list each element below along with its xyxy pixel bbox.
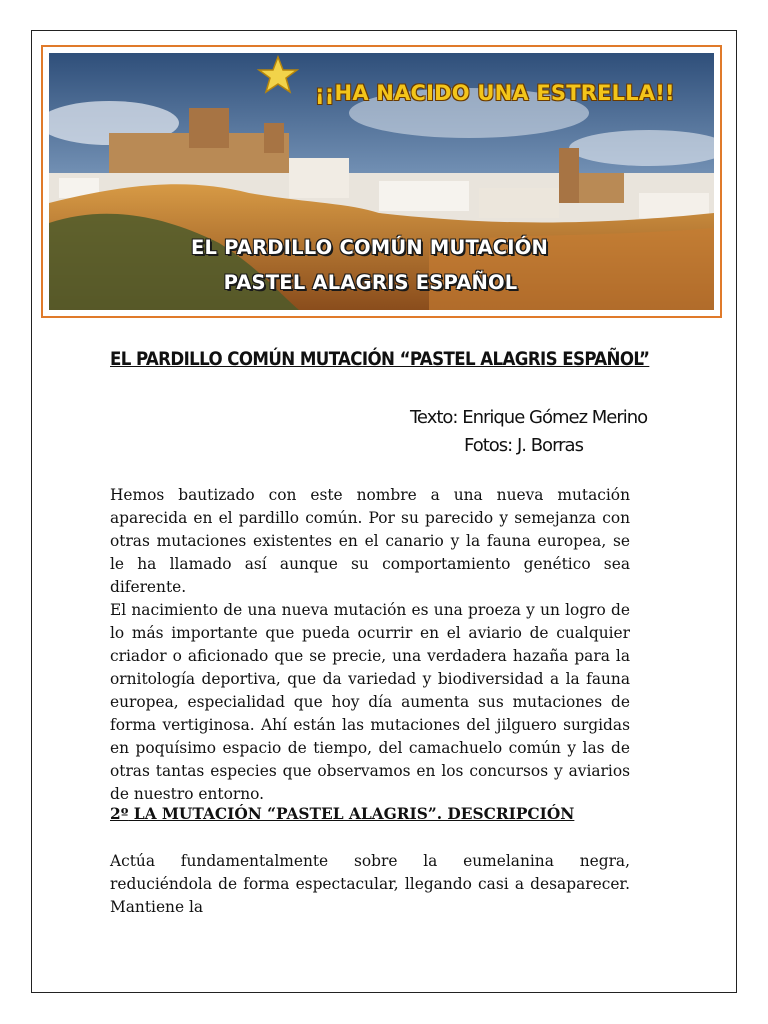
photo-credit: Fotos: J. Borras xyxy=(464,435,583,456)
banner-title-line1: EL PARDILLO COMÚN MUTACIÓN xyxy=(190,236,549,259)
section-number: 2º xyxy=(110,805,129,823)
author-credit: Texto: Enrique Gómez Merino xyxy=(410,407,648,428)
section-heading xyxy=(110,805,574,823)
paragraph-1: Hemos bautizado con este nombre a una nueva mutación aparecida en el pardillo común. Por su parecido y semejanza con otras mutaciones existentes en el canario y la fauna europea, se le ha llamado así aunque su comportamiento genético sea diferente. xyxy=(110,486,630,596)
header-banner xyxy=(41,45,722,318)
article-title: EL PARDILLO COMÚN MUTACIÓN “PASTEL ALAGRIS ESPAÑOL” xyxy=(110,349,650,370)
star-icon xyxy=(256,55,300,95)
banner-headline: ¡¡HA NACIDO UNA ESTRELLA!! xyxy=(315,81,675,105)
section-heading-text: LA MUTACIÓN “PASTEL ALAGRIS”. DESCRIPCIÓN xyxy=(128,805,575,823)
intro-text xyxy=(110,484,630,806)
paragraph-3: Actúa fundamentalmente sobre la eumelanina negra, reduciéndola de forma espectacular, llegando casi a desaparecer. Mantiene la xyxy=(110,852,630,916)
paragraph-2: El nacimiento de una nueva mutación es una proeza y un logro de lo más importante que pueda ocurrir en el aviario de cualquier criador o aficionado que se precie, una verdadera hazaña para la ornitología deportiva, que da variedad y biodiversidad a la fauna europea, especialidad que hoy día aumenta sus mutaciones de forma vertiginosa. Ahí están las mutaciones del jilguero surgidas en poquísimo espacio de tiempo, del camachuelo común y las de otras tantas especies que observamos en los concursos y aviarios de nuestro entorno. xyxy=(110,601,630,803)
banner-title-line2: PASTEL ALAGRIS ESPAÑOL xyxy=(223,271,518,294)
description-text xyxy=(110,850,630,919)
